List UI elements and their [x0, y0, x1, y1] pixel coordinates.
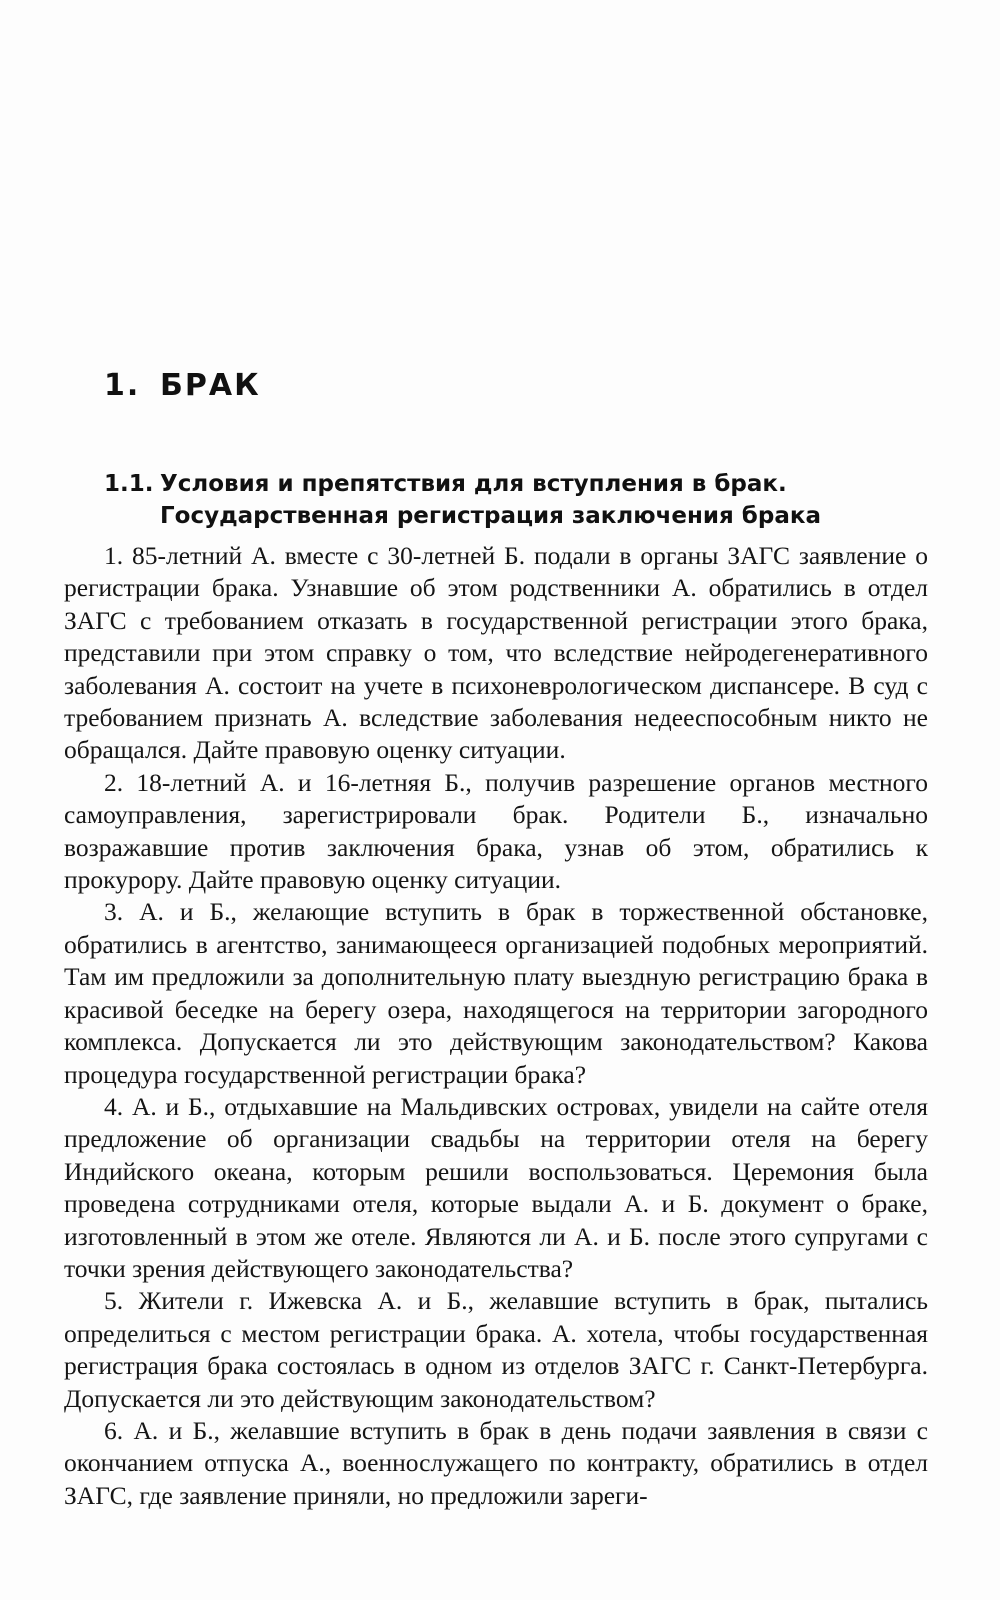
chapter-heading [104, 368, 261, 403]
problem-paragraph-1: 1. 85-летний А. вместе с 30-летней Б. подали в органы ЗАГС заявление о регистрации брака. Узнавшие об этом родственники А. обратились в отдел ЗАГС с требованием отказать в государственной регистрации этого брака, представили при этом справку о том, что вследствие нейродегенеративного заболевания А. состоит на учете в психоневрологическом диспансере. В суд с требованием признать А. вследствие заболевания недееспособным никто не обращался. Дайте правовую оценку ситуации. [64, 541, 928, 765]
section-heading [104, 468, 864, 532]
section-title-line-2: Государственная регистрация заключения брака [160, 503, 821, 529]
problem-paragraph-3: 3. А. и Б., желающие вступить в брак в торжественной обстановке, обратились в агентство, занимающееся организацией подобных мероприятий. Там им предложили за дополнительную плату выездную регистрацию брака в красивой беседке на берегу озера, находящегося на территории загородного комплекса. Допускается ли это действующим законодательством? Какова процедура государственной регистрации брака? [64, 897, 928, 1089]
problem-paragraph-6: 6. А. и Б., желавшие вступить в брак в день подачи заявления в связи с окончанием отпуска А., военнослужащего по контракту, обратились в отдел ЗАГС, где заявление приняли, но предложили зареги- [64, 1415, 928, 1510]
chapter-title: БРАК [160, 368, 261, 403]
problem-paragraph-5: 5. Жители г. Ижевска А. и Б., желавшие вступить в брак, пытались определиться с местом регистрации брака. А. хотела, чтобы государственная регистрация брака состоялась в одном из отделов ЗАГС г. Санкт-Петербурга. Допускается ли это действующим законодательством? [64, 1286, 928, 1413]
chapter-number: 1. [104, 368, 141, 403]
section-title-line-1: Условия и препятствия для вступления в брак. [160, 471, 787, 497]
body-text [64, 540, 928, 1512]
problem-paragraph-4: 4. А. и Б., отдыхавшие на Мальдивских островах, увидели на сайте отеля предложение об организации свадьбы на территории отеля на берегу Индийского океана, которым решили воспользоваться. Церемония была проведена сотрудниками отеля, которые выдали А. и Б. документ о браке, изготовленный в этом же отеле. Являются ли А. и Б. после этого супругами с точки зрения действующего законодательства? [64, 1091, 928, 1283]
section-number: 1.1. [104, 471, 154, 497]
problem-paragraph-2: 2. 18-летний А. и 16-летняя Б., получив разрешение органов местного самоуправления, зарегистрировали брак. Родители Б., изначально возражавшие против заключения брака, узнав об этом, обратились к прокурору. Дайте правовую оценку ситуации. [64, 767, 928, 895]
